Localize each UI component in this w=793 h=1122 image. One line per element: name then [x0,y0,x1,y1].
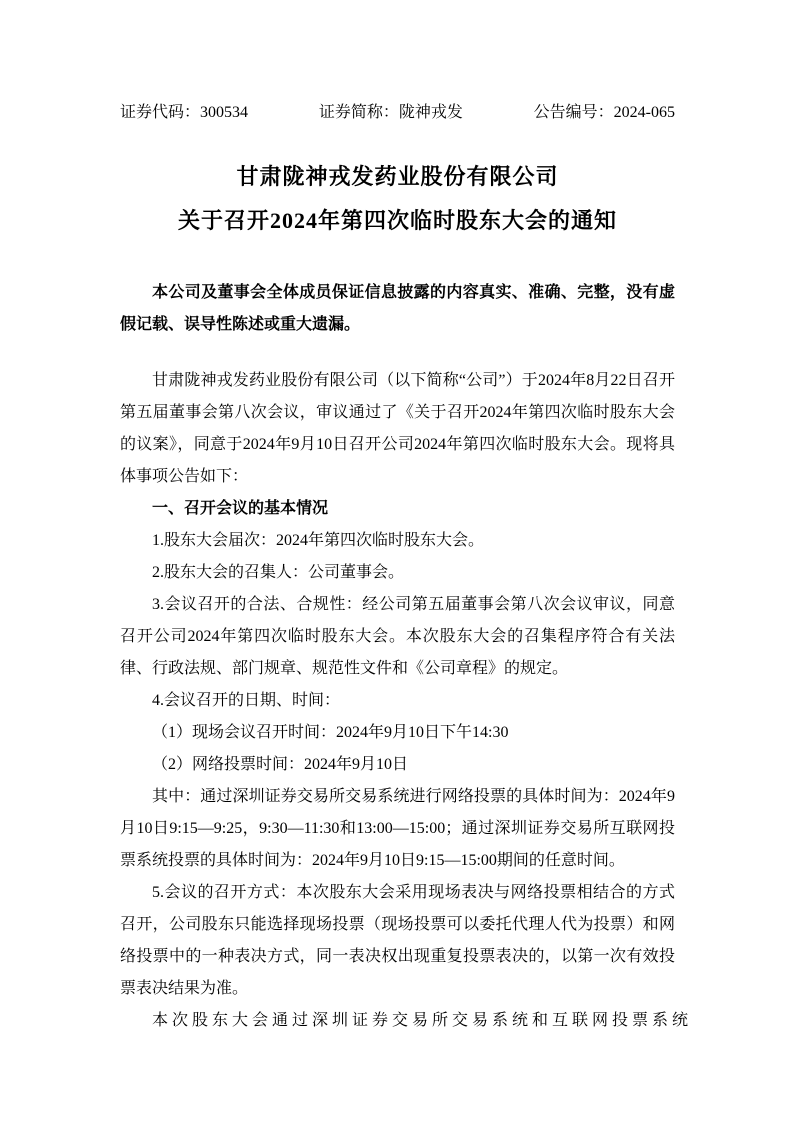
section-1-heading: 一、召开会议的基本情况 [152,500,329,517]
list-item-4-sub-1: （1）现场会议召开时间：2024年9月10日下午14:30 [152,724,509,741]
intro-paragraph: 甘肃陇神戎发药业股份有限公司（以下简称“公司”）于2024年8月22日召开第五届董事会第八次会议，审议通过了《关于召开2024年第四次临时股东大会的议案》，同意于2024年9月10日召开公司2024年第四次临时股东大会。现将具体事项公告如下： [120,372,675,485]
disclaimer-paragraph: 本公司及董事会全体成员保证信息披露的内容真实、准确、完整，没有虚假记载、误导性陈述或重大遗漏。 [120,284,675,333]
list-item-2: 2.股东大会的召集人：公司董事会。 [152,564,405,581]
page-break-continuation-line: 本次股东大会通过深圳证券交易所交易系统和互联网投票系统 [152,1012,693,1029]
title-block [120,155,675,243]
document-header-row [120,103,675,123]
list-item-1: 1.股东大会届次：2024年第四次临时股东大会。 [152,532,485,549]
notice-subtitle: 关于召开2024年第四次临时股东大会的通知 [177,208,617,233]
company-title: 甘肃陇神戎发药业股份有限公司 [236,164,559,189]
document-body [120,365,693,1037]
list-item-3: 3.会议召开的合法、合规性：经公司第五届董事会第八次会议审议，同意召开公司2024年第四次临时股东大会。本次股东大会的召集程序符合有关法律、行政法规、部门规章、规范性文件和《公司章程》的规定。 [120,596,675,677]
announcement-number: 公告编号：2024-065 [533,104,675,121]
security-abbreviation: 证券简称：陇神戎发 [318,104,463,121]
list-item-4: 4.会议召开的日期、时间： [152,692,341,709]
security-code: 证券代码：300534 [120,104,249,121]
voting-time-note: 其中：通过深圳证券交易所交易系统进行网络投票的具体时间为：2024年9月10日9:15—9:25，9:30—11:30和13:00—15:00；通过深圳证券交易所互联网投票系统投票的具体时间为：2024年9月10日9:15—15:00期间的任意时间。 [120,788,675,869]
list-item-4-sub-2: （2）网络投票时间：2024年9月10日 [152,756,409,773]
list-item-5: 5.会议的召开方式：本次股东大会采用现场表决与网络投票相结合的方式召开，公司股东只能选择现场投票（现场投票可以委托代理人代为投票）和网络投票中的一种表决方式，同一表决权出现重复投票表决的，以第一次有效投票表决结果为准。 [120,884,675,997]
